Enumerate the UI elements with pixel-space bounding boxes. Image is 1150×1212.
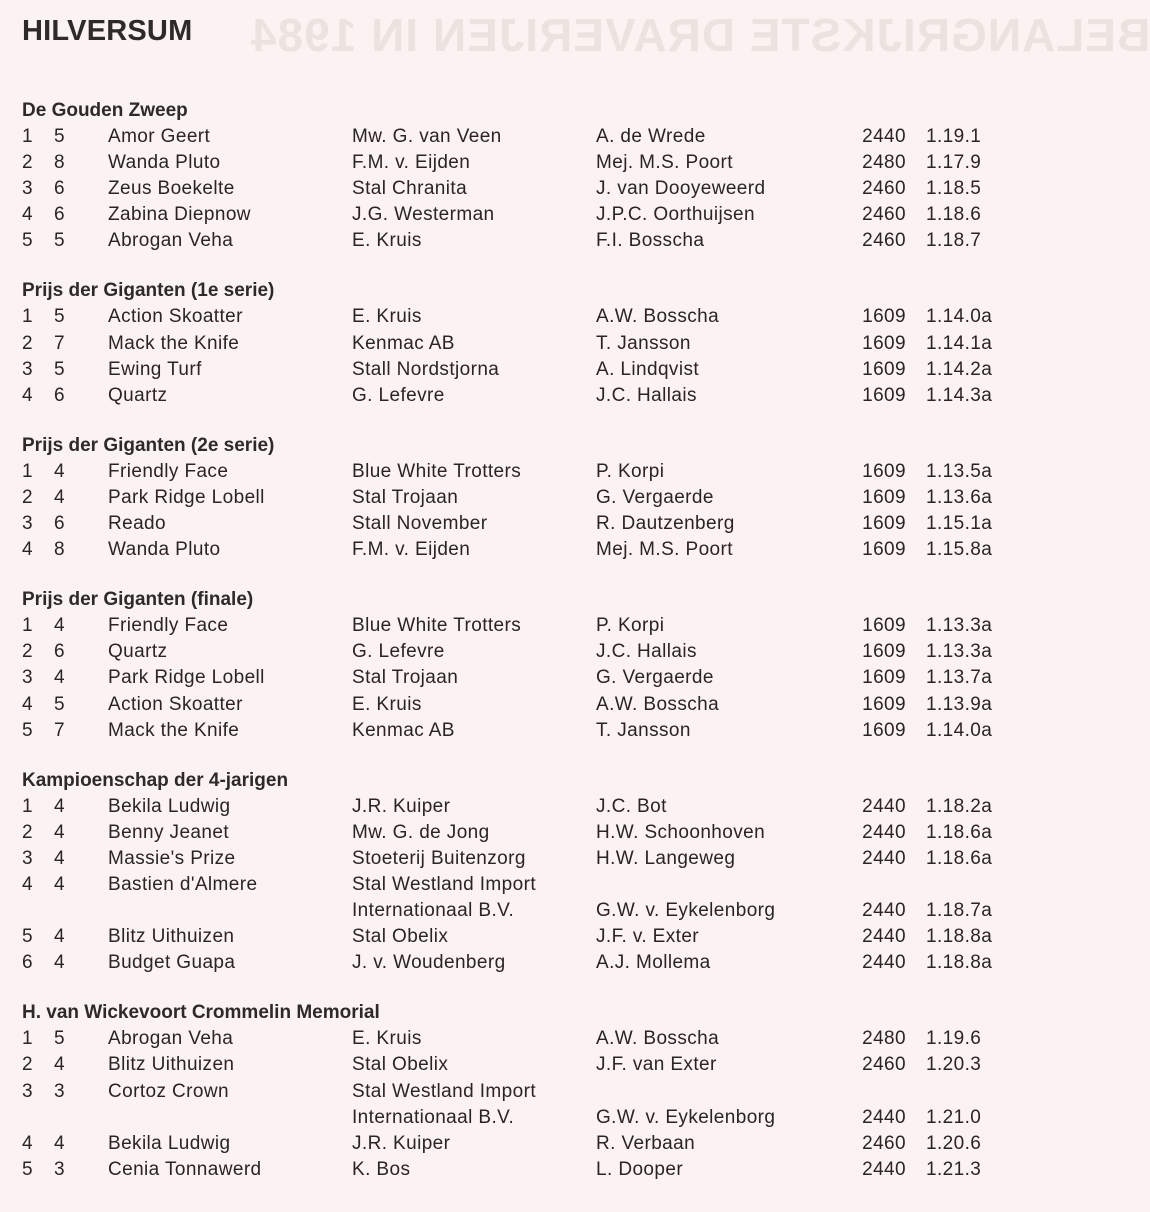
- race-time: 1.17.9: [926, 152, 982, 174]
- race-time: 1.18.6a: [926, 847, 993, 869]
- finish-position: 2: [22, 486, 33, 508]
- race-distance: 2440: [862, 926, 906, 948]
- result-row: [22, 1079, 982, 1105]
- horse-name: Budget Guapa: [108, 952, 236, 974]
- race-time: 1.18.6a: [926, 821, 993, 843]
- race-distance: 1609: [862, 667, 906, 689]
- result-row: [22, 820, 993, 846]
- horse-age: [54, 898, 108, 924]
- race-distance: 2460: [862, 1054, 906, 1076]
- race-time: 1.14.3a: [926, 384, 993, 406]
- finish-position: 1: [22, 126, 33, 147]
- owner-name: J. v. Woudenberg: [352, 952, 506, 974]
- horse-name: Wanda Pluto: [108, 152, 221, 174]
- race-time: 1.14.0a: [926, 306, 993, 328]
- result-row: [22, 459, 993, 485]
- finish-position: 1: [22, 306, 33, 328]
- owner-name: Stal Westland Import: [352, 1080, 537, 1102]
- race-distance: 1609: [862, 358, 906, 380]
- race-distance: 1609: [862, 693, 906, 715]
- owner-name: Stal Trojaan: [352, 667, 459, 689]
- race-time: 1.18.2a: [926, 795, 993, 817]
- horse-name: Cortoz Crown: [108, 1080, 229, 1102]
- owner-name: Stal Obelix: [352, 926, 449, 948]
- finish-position: 1: [22, 615, 33, 637]
- race-title: Kampioenschap der 4-jarigen: [22, 769, 289, 791]
- race-distance: [836, 1079, 906, 1105]
- race-time: 1.18.6: [926, 204, 982, 226]
- driver-name: J.F. v. Exter: [596, 926, 700, 948]
- page-title: HILVERSUM: [22, 15, 193, 47]
- race-section: [22, 433, 993, 563]
- race-distance: 1609: [862, 384, 906, 406]
- horse-age: 4: [54, 847, 65, 869]
- driver-name: T. Jansson: [596, 719, 691, 741]
- race-distance: 2440: [862, 1158, 906, 1180]
- horse-name: [108, 898, 352, 924]
- result-row: [22, 331, 993, 357]
- result-row: [22, 228, 982, 254]
- race-title: Prijs der Giganten (1e serie): [22, 280, 275, 302]
- owner-name: K. Bos: [352, 1158, 411, 1180]
- owner-name: Stal Westland Import: [352, 873, 537, 895]
- finish-position: 1: [22, 795, 33, 817]
- result-row: [22, 304, 993, 330]
- horse-age: 5: [54, 306, 65, 328]
- finish-position: 2: [22, 821, 33, 843]
- race-time: 1.19.6: [926, 1028, 982, 1050]
- owner-name: E. Kruis: [352, 306, 422, 328]
- finish-position: 4: [22, 204, 33, 226]
- finish-position: 4: [22, 1132, 33, 1154]
- driver-name: J.F. van Exter: [596, 1054, 717, 1076]
- race-distance: 1609: [862, 615, 906, 637]
- race-time: 1.18.8a: [926, 952, 993, 974]
- race-distance: 2440: [862, 821, 906, 843]
- race-distance: 1609: [862, 641, 906, 663]
- driver-name: G.W. v. Eykelenborg: [596, 1106, 776, 1128]
- finish-position: 3: [22, 513, 33, 535]
- result-row: [22, 176, 982, 202]
- horse-age: 4: [54, 1132, 65, 1154]
- driver-name: P. Korpi: [596, 460, 665, 482]
- driver-name: J.C. Hallais: [596, 384, 697, 406]
- driver-name: A. de Wrede: [596, 126, 706, 147]
- owner-name: Stall Nordstjorna: [352, 358, 500, 380]
- owner-name: Kenmac AB: [352, 719, 455, 741]
- result-row: [22, 1026, 982, 1052]
- driver-name: J.C. Hallais: [596, 641, 697, 663]
- driver-name: T. Jansson: [596, 332, 691, 354]
- horse-name: Massie's Prize: [108, 847, 236, 869]
- horse-age: 4: [54, 821, 65, 843]
- finish-position: 5: [22, 230, 33, 252]
- finish-position: 5: [22, 1158, 33, 1180]
- race-time: 1.13.5a: [926, 460, 993, 482]
- horse-age: 3: [54, 1080, 65, 1102]
- horse-name: Quartz: [108, 641, 168, 663]
- horse-age: 6: [54, 384, 65, 406]
- race-time: 1.21.3: [926, 1158, 982, 1180]
- race-time: 1.13.6a: [926, 486, 993, 508]
- race-time: 1.18.5: [926, 178, 982, 200]
- horse-age: 5: [54, 693, 65, 715]
- driver-name: Mej. M.S. Poort: [596, 539, 733, 561]
- horse-name: Blitz Uithuizen: [108, 926, 235, 948]
- driver-name: H.W. Langeweg: [596, 847, 736, 869]
- horse-age: 5: [54, 230, 65, 252]
- driver-name: G. Vergaerde: [596, 667, 714, 689]
- horse-age: 5: [54, 1028, 65, 1050]
- owner-name: Stal Obelix: [352, 1054, 449, 1076]
- race-distance: 1609: [862, 332, 906, 354]
- owner-name: E. Kruis: [352, 230, 422, 252]
- result-row: [22, 846, 993, 872]
- owner-name: G. Lefevre: [352, 641, 445, 663]
- result-row: [22, 692, 993, 718]
- driver-name: A.J. Mollema: [596, 952, 711, 974]
- horse-name: Action Skoatter: [108, 306, 243, 328]
- race-time: 1.14.2a: [926, 358, 993, 380]
- driver-name: F.I. Bosscha: [596, 230, 705, 252]
- horse-name: Action Skoatter: [108, 693, 243, 715]
- result-row: [22, 1052, 982, 1078]
- finish-position: 3: [22, 1080, 33, 1102]
- race-title: H. van Wickevoort Crommelin Memorial: [22, 1002, 380, 1024]
- driver-name: A.W. Bosscha: [596, 306, 720, 328]
- finish-position: 2: [22, 332, 33, 354]
- finish-position: 1: [22, 460, 33, 482]
- horse-name: Mack the Knife: [108, 332, 240, 354]
- horse-age: 7: [54, 719, 65, 741]
- result-row: [22, 872, 982, 898]
- horse-name: Reado: [108, 513, 166, 535]
- finish-position: 1: [22, 1028, 33, 1050]
- driver-name: G.W. v. Eykelenborg: [596, 900, 776, 922]
- owner-name: E. Kruis: [352, 1028, 422, 1050]
- horse-age: 4: [54, 952, 65, 974]
- horse-name: Park Ridge Lobell: [108, 667, 265, 689]
- finish-position: 4: [22, 384, 33, 406]
- race-distance: 2460: [862, 204, 906, 226]
- horse-age: 6: [54, 641, 65, 663]
- result-row: [22, 950, 993, 976]
- race-distance: [836, 872, 906, 898]
- result-row: [22, 794, 993, 820]
- horse-age: 4: [54, 795, 65, 817]
- result-row: [22, 613, 993, 639]
- horse-name: Bekila Ludwig: [108, 795, 231, 817]
- finish-position: 4: [22, 539, 33, 561]
- finish-position: 2: [22, 641, 33, 663]
- horse-name: Abrogan Veha: [108, 230, 234, 252]
- horse-name: Bastien d'Almere: [108, 873, 258, 895]
- result-row: [22, 1157, 982, 1183]
- finish-position: 4: [22, 873, 33, 895]
- finish-position: [22, 898, 54, 924]
- finish-position: 5: [22, 719, 33, 741]
- driver-name: R. Dautzenberg: [596, 513, 735, 535]
- owner-name: Kenmac AB: [352, 332, 455, 354]
- race-distance: 2440: [862, 126, 906, 147]
- horse-name: Amor Geert: [108, 126, 211, 147]
- race-distance: 1609: [862, 306, 906, 328]
- result-row: [22, 485, 993, 511]
- horse-age: 4: [54, 615, 65, 637]
- horse-age: 4: [54, 926, 65, 948]
- owner-name: Mw. G. de Jong: [352, 821, 490, 843]
- race-sections: [22, 98, 993, 1183]
- race-time: 1.15.1a: [926, 513, 993, 535]
- owner-name: J.R. Kuiper: [352, 795, 451, 817]
- race-section: [22, 768, 993, 977]
- driver-name: H.W. Schoonhoven: [596, 821, 766, 843]
- result-row: [22, 537, 993, 563]
- owner-name: Internationaal B.V.: [352, 1106, 515, 1128]
- horse-name: [108, 1105, 352, 1131]
- race-time: 1.21.0: [926, 1106, 982, 1128]
- horse-age: 4: [54, 1054, 65, 1076]
- race-distance: 1609: [862, 539, 906, 561]
- race-title: De Gouden Zweep: [22, 100, 188, 121]
- horse-age: 4: [54, 460, 65, 482]
- race-time: [906, 1079, 982, 1105]
- horse-age: 6: [54, 513, 65, 535]
- owner-name: E. Kruis: [352, 693, 422, 715]
- owner-name: Blue White Trotters: [352, 615, 522, 637]
- horse-age: 4: [54, 667, 65, 689]
- horse-name: Ewing Turf: [108, 358, 202, 380]
- race-time: 1.14.0a: [926, 719, 993, 741]
- result-row: [22, 124, 982, 150]
- driver-name: Mej. M.S. Poort: [596, 152, 733, 174]
- race-time: 1.14.1a: [926, 332, 993, 354]
- finish-position: 3: [22, 847, 33, 869]
- finish-position: 4: [22, 693, 33, 715]
- driver-name: P. Korpi: [596, 615, 665, 637]
- horse-name: Blitz Uithuizen: [108, 1054, 235, 1076]
- result-row: [22, 383, 993, 409]
- driver-name: [596, 872, 836, 898]
- horse-age: 4: [54, 873, 65, 895]
- result-row: [22, 898, 993, 924]
- result-row: [22, 639, 993, 665]
- horse-name: Park Ridge Lobell: [108, 486, 265, 508]
- race-title: Prijs der Giganten (2e serie): [22, 434, 275, 456]
- race-distance: 2480: [862, 1028, 906, 1050]
- owner-name: F.M. v. Eijden: [352, 539, 471, 561]
- finish-position: 3: [22, 178, 33, 200]
- owner-name: Stal Chranita: [352, 178, 468, 200]
- owner-name: Stal Trojaan: [352, 486, 459, 508]
- finish-position: 3: [22, 358, 33, 380]
- horse-name: Bekila Ludwig: [108, 1132, 231, 1154]
- race-distance: 1609: [862, 719, 906, 741]
- result-row: [22, 718, 993, 744]
- driver-name: A.W. Bosscha: [596, 693, 720, 715]
- result-row: [22, 202, 982, 228]
- horse-name: Zabina Diepnow: [108, 204, 251, 226]
- finish-position: 3: [22, 667, 33, 689]
- driver-name: A.W. Bosscha: [596, 1028, 720, 1050]
- horse-age: 8: [54, 152, 65, 174]
- horse-name: Wanda Pluto: [108, 539, 221, 561]
- horse-age: 5: [54, 358, 65, 380]
- finish-position: 2: [22, 152, 33, 174]
- result-row: [22, 924, 993, 950]
- horse-name: Zeus Boekelte: [108, 178, 235, 200]
- race-time: 1.20.3: [926, 1054, 982, 1076]
- race-time: 1.13.3a: [926, 641, 993, 663]
- driver-name: [596, 1079, 836, 1105]
- race-section: [22, 1000, 982, 1183]
- results-page: [22, 14, 993, 1207]
- race-distance: 2440: [862, 952, 906, 974]
- horse-name: Quartz: [108, 384, 168, 406]
- horse-age: 5: [54, 126, 65, 147]
- owner-name: Stall November: [352, 513, 488, 535]
- horse-name: Friendly Face: [108, 460, 229, 482]
- result-row: [22, 511, 993, 537]
- race-section: [22, 278, 993, 408]
- result-row: [22, 1131, 982, 1157]
- owner-name: G. Lefevre: [352, 384, 445, 406]
- owner-name: Internationaal B.V.: [352, 900, 515, 922]
- race-distance: 2440: [862, 795, 906, 817]
- horse-age: [54, 1105, 108, 1131]
- horse-age: 6: [54, 178, 65, 200]
- driver-name: G. Vergaerde: [596, 486, 714, 508]
- race-time: 1.13.7a: [926, 667, 993, 689]
- race-time: [906, 872, 982, 898]
- race-distance: 2440: [862, 847, 906, 869]
- race-distance: 1609: [862, 486, 906, 508]
- owner-name: Stoeterij Buitenzorg: [352, 847, 526, 869]
- horse-name: Mack the Knife: [108, 719, 240, 741]
- horse-age: 6: [54, 204, 65, 226]
- driver-name: J.P.C. Oorthuijsen: [596, 204, 755, 226]
- race-section: [22, 587, 993, 743]
- owner-name: F.M. v. Eijden: [352, 152, 471, 174]
- race-distance: 1609: [862, 513, 906, 535]
- horse-age: 3: [54, 1158, 65, 1180]
- horse-name: Abrogan Veha: [108, 1028, 234, 1050]
- race-distance: 2460: [862, 1132, 906, 1154]
- driver-name: R. Verbaan: [596, 1132, 696, 1154]
- driver-name: A. Lindqvist: [596, 358, 700, 380]
- horse-age: 8: [54, 539, 65, 561]
- race-distance: 2440: [862, 900, 906, 922]
- driver-name: L. Dooper: [596, 1158, 684, 1180]
- race-distance: 2460: [862, 178, 906, 200]
- horse-name: Benny Jeanet: [108, 821, 229, 843]
- race-distance: 2460: [862, 230, 906, 252]
- race-time: 1.20.6: [926, 1132, 982, 1154]
- owner-name: J.G. Westerman: [352, 204, 495, 226]
- finish-position: 2: [22, 1054, 33, 1076]
- race-time: 1.13.9a: [926, 693, 993, 715]
- race-distance: 2480: [862, 152, 906, 174]
- race-time: 1.18.8a: [926, 926, 993, 948]
- driver-name: J.C. Bot: [596, 795, 667, 817]
- owner-name: Mw. G. van Veen: [352, 126, 502, 147]
- race-title: Prijs der Giganten (finale): [22, 589, 254, 611]
- finish-position: 5: [22, 926, 33, 948]
- horse-name: Cenia Tonnawerd: [108, 1158, 262, 1180]
- finish-position: [22, 1105, 54, 1131]
- race-distance: 1609: [862, 460, 906, 482]
- driver-name: J. van Dooyeweerd: [596, 178, 766, 200]
- horse-age: 4: [54, 486, 65, 508]
- race-time: 1.13.3a: [926, 615, 993, 637]
- race-time: 1.19.1: [926, 126, 982, 147]
- finish-position: 6: [22, 952, 33, 974]
- result-row: [22, 357, 993, 383]
- result-row: [22, 665, 993, 691]
- owner-name: Blue White Trotters: [352, 460, 522, 482]
- horse-age: 7: [54, 332, 65, 354]
- show-through-text: BELANGRIJKSTE DRAVERIJEN IN 1984: [250, 9, 1150, 61]
- horse-name: Friendly Face: [108, 615, 229, 637]
- result-row: [22, 1105, 982, 1131]
- race-time: 1.18.7a: [926, 900, 993, 922]
- race-section: [22, 98, 982, 254]
- race-time: 1.18.7: [926, 230, 982, 252]
- race-time: 1.15.8a: [926, 539, 993, 561]
- owner-name: J.R. Kuiper: [352, 1132, 451, 1154]
- race-distance: 2440: [862, 1106, 906, 1128]
- result-row: [22, 150, 982, 176]
